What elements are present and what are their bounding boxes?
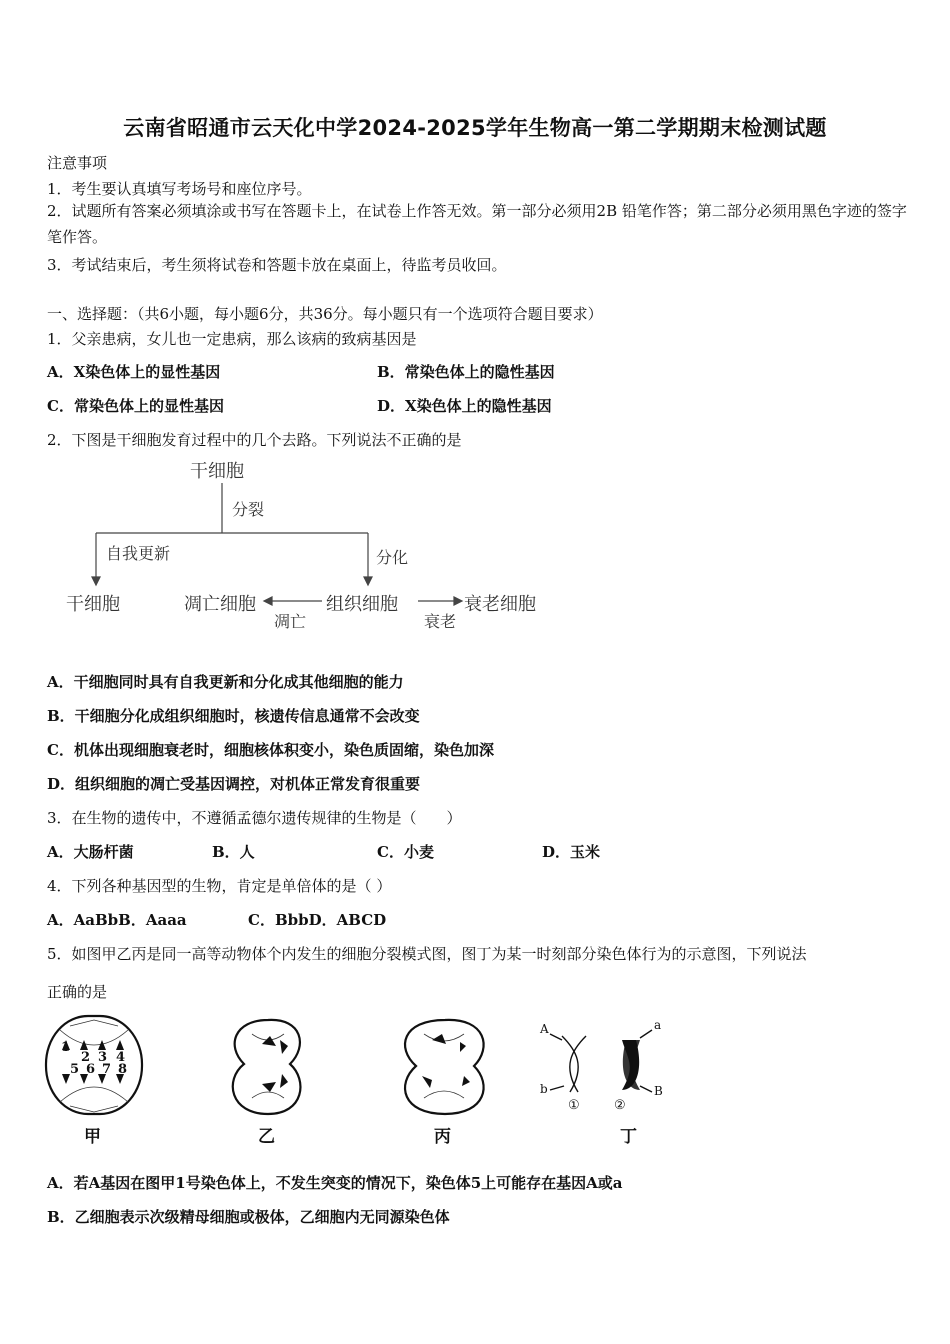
diagram-node-aged: 衰老细胞 (464, 594, 536, 615)
chrom-num-5: 5 (70, 1062, 80, 1077)
ding-mark-b: b (540, 1082, 548, 1096)
figure-label-jia: 甲 (84, 1127, 101, 1147)
q2-option-c: C．机体出现细胞衰老时，细胞核体积变小，染色质固缩，染色加深 (47, 741, 494, 759)
ding-mark-1: ① (568, 1098, 580, 1113)
chrom-num-2: 2 (81, 1050, 91, 1065)
q1-option-d: D．X染色体上的隐性基因 (377, 397, 552, 415)
notice-item-3: 3．考试结束后，考生须将试卷和答题卡放在桌面上，待监考员收回。 (47, 256, 507, 274)
q1-option-a: A．X染色体上的显性基因 (47, 363, 221, 381)
q4-stem: 4．下列各种基因型的生物，肯定是单倍体的是（ ） (47, 877, 392, 895)
chrom-num-4: 4 (116, 1050, 126, 1065)
q1-stem: 1．父亲患病，女儿也一定患病，那么该病的致病基因是 (47, 330, 417, 348)
diagram-node-apoptotic: 凋亡细胞 (184, 594, 256, 615)
diagram-label-divide: 分裂 (232, 500, 265, 519)
q3-option-b: B．人 (212, 843, 255, 861)
q3-option-d: D．玉米 (542, 843, 601, 861)
chrom-num-1: 1 (61, 1040, 71, 1055)
q1-option-b: B．常染色体上的隐性基因 (377, 363, 555, 381)
notice-item-2: 2．试题所有答案必须填涂或书写在答题卡上，在试卷上作答无效。第一部分必须用2B 铅笔作答；第二部分必须用黑色字迹的签字笔作答。 (47, 202, 907, 246)
diagram-node-tissue: 组织细胞 (326, 594, 398, 615)
q2-option-d: D．组织细胞的凋亡受基因调控，对机体正常发育很重要 (47, 775, 421, 793)
cell-drawings (40, 1010, 680, 1150)
figure-label-ding: 丁 (620, 1127, 637, 1147)
chrom-num-8: 8 (118, 1062, 128, 1077)
q2-stem: 2．下图是干细胞发育过程中的几个去路。下列说法不正确的是 (47, 431, 462, 449)
diagram-label-apoptosis: 凋亡 (274, 612, 307, 631)
diagram-node-stem-cell: 干细胞 (66, 594, 120, 615)
cell-division-figure (40, 1010, 680, 1150)
diagram-label-self-renew: 自我更新 (106, 544, 171, 563)
chrom-num-6: 6 (86, 1062, 96, 1077)
diagram-label-differentiate: 分化 (376, 548, 409, 567)
page-title: 云南省昭通市云天化中学2024-2025学年生物高一第二学期期末检测试题 (123, 116, 827, 140)
chrom-num-3: 3 (98, 1050, 108, 1065)
q4-options-cd: C．BbbD．ABCD (248, 911, 387, 929)
diagram-node-stem-top: 干细胞 (190, 461, 244, 482)
figure-label-yi: 乙 (258, 1127, 275, 1147)
q1-option-c: C．常染色体上的显性基因 (47, 397, 224, 415)
q2-option-b: B．干细胞分化成组织细胞时，核遗传信息通常不会改变 (47, 707, 420, 725)
cell-yi-outline (233, 1020, 301, 1114)
diagram-label-aging: 衰老 (424, 612, 457, 631)
chrom-num-7: 7 (102, 1062, 112, 1077)
cell-bing-outline (405, 1020, 484, 1114)
q5-option-b: B．乙细胞表示次级精母细胞或极体，乙细胞内无同源染色体 (47, 1208, 450, 1226)
section-heading: 一、选择题：（共6小题，每小题6分，共36分。每小题只有一个选项符合题目要求） (47, 305, 603, 323)
notice-heading: 注意事项 (47, 154, 108, 172)
ding-mark-2: ② (614, 1098, 626, 1113)
q5-option-a: A．若A基因在图甲1号染色体上，不发生突变的情况下，染色体5上可能存在基因A或a (47, 1174, 623, 1192)
ding-mark-B: B (654, 1084, 663, 1098)
ding-mark-a: a (654, 1018, 662, 1032)
q5-stem-line1: 5．如图甲乙丙是同一高等动物体个内发生的细胞分裂模式图，图丁为某一时刻部分染色体行为的示意图，下列说法 (47, 945, 807, 963)
q3-stem: 3．在生物的遗传中，不遵循孟德尔遗传规律的生物是（ ） (47, 809, 462, 827)
notice-item-1: 1．考生要认真填写考场号和座位序号。 (47, 180, 312, 198)
q2-option-a: A．干细胞同时具有自我更新和分化成其他细胞的能力 (47, 673, 404, 691)
q3-option-c: C．小麦 (377, 843, 434, 861)
q5-stem-line2: 正确的是 (47, 983, 108, 1001)
ding-mark-A: A (540, 1022, 549, 1036)
figure-label-bing: 丙 (434, 1127, 451, 1147)
q3-option-a: A．大肠杆菌 (47, 843, 134, 861)
q4-options-ab: A．AaBbB．Aaaa (47, 911, 187, 929)
stem-cell-diagram (60, 455, 560, 640)
